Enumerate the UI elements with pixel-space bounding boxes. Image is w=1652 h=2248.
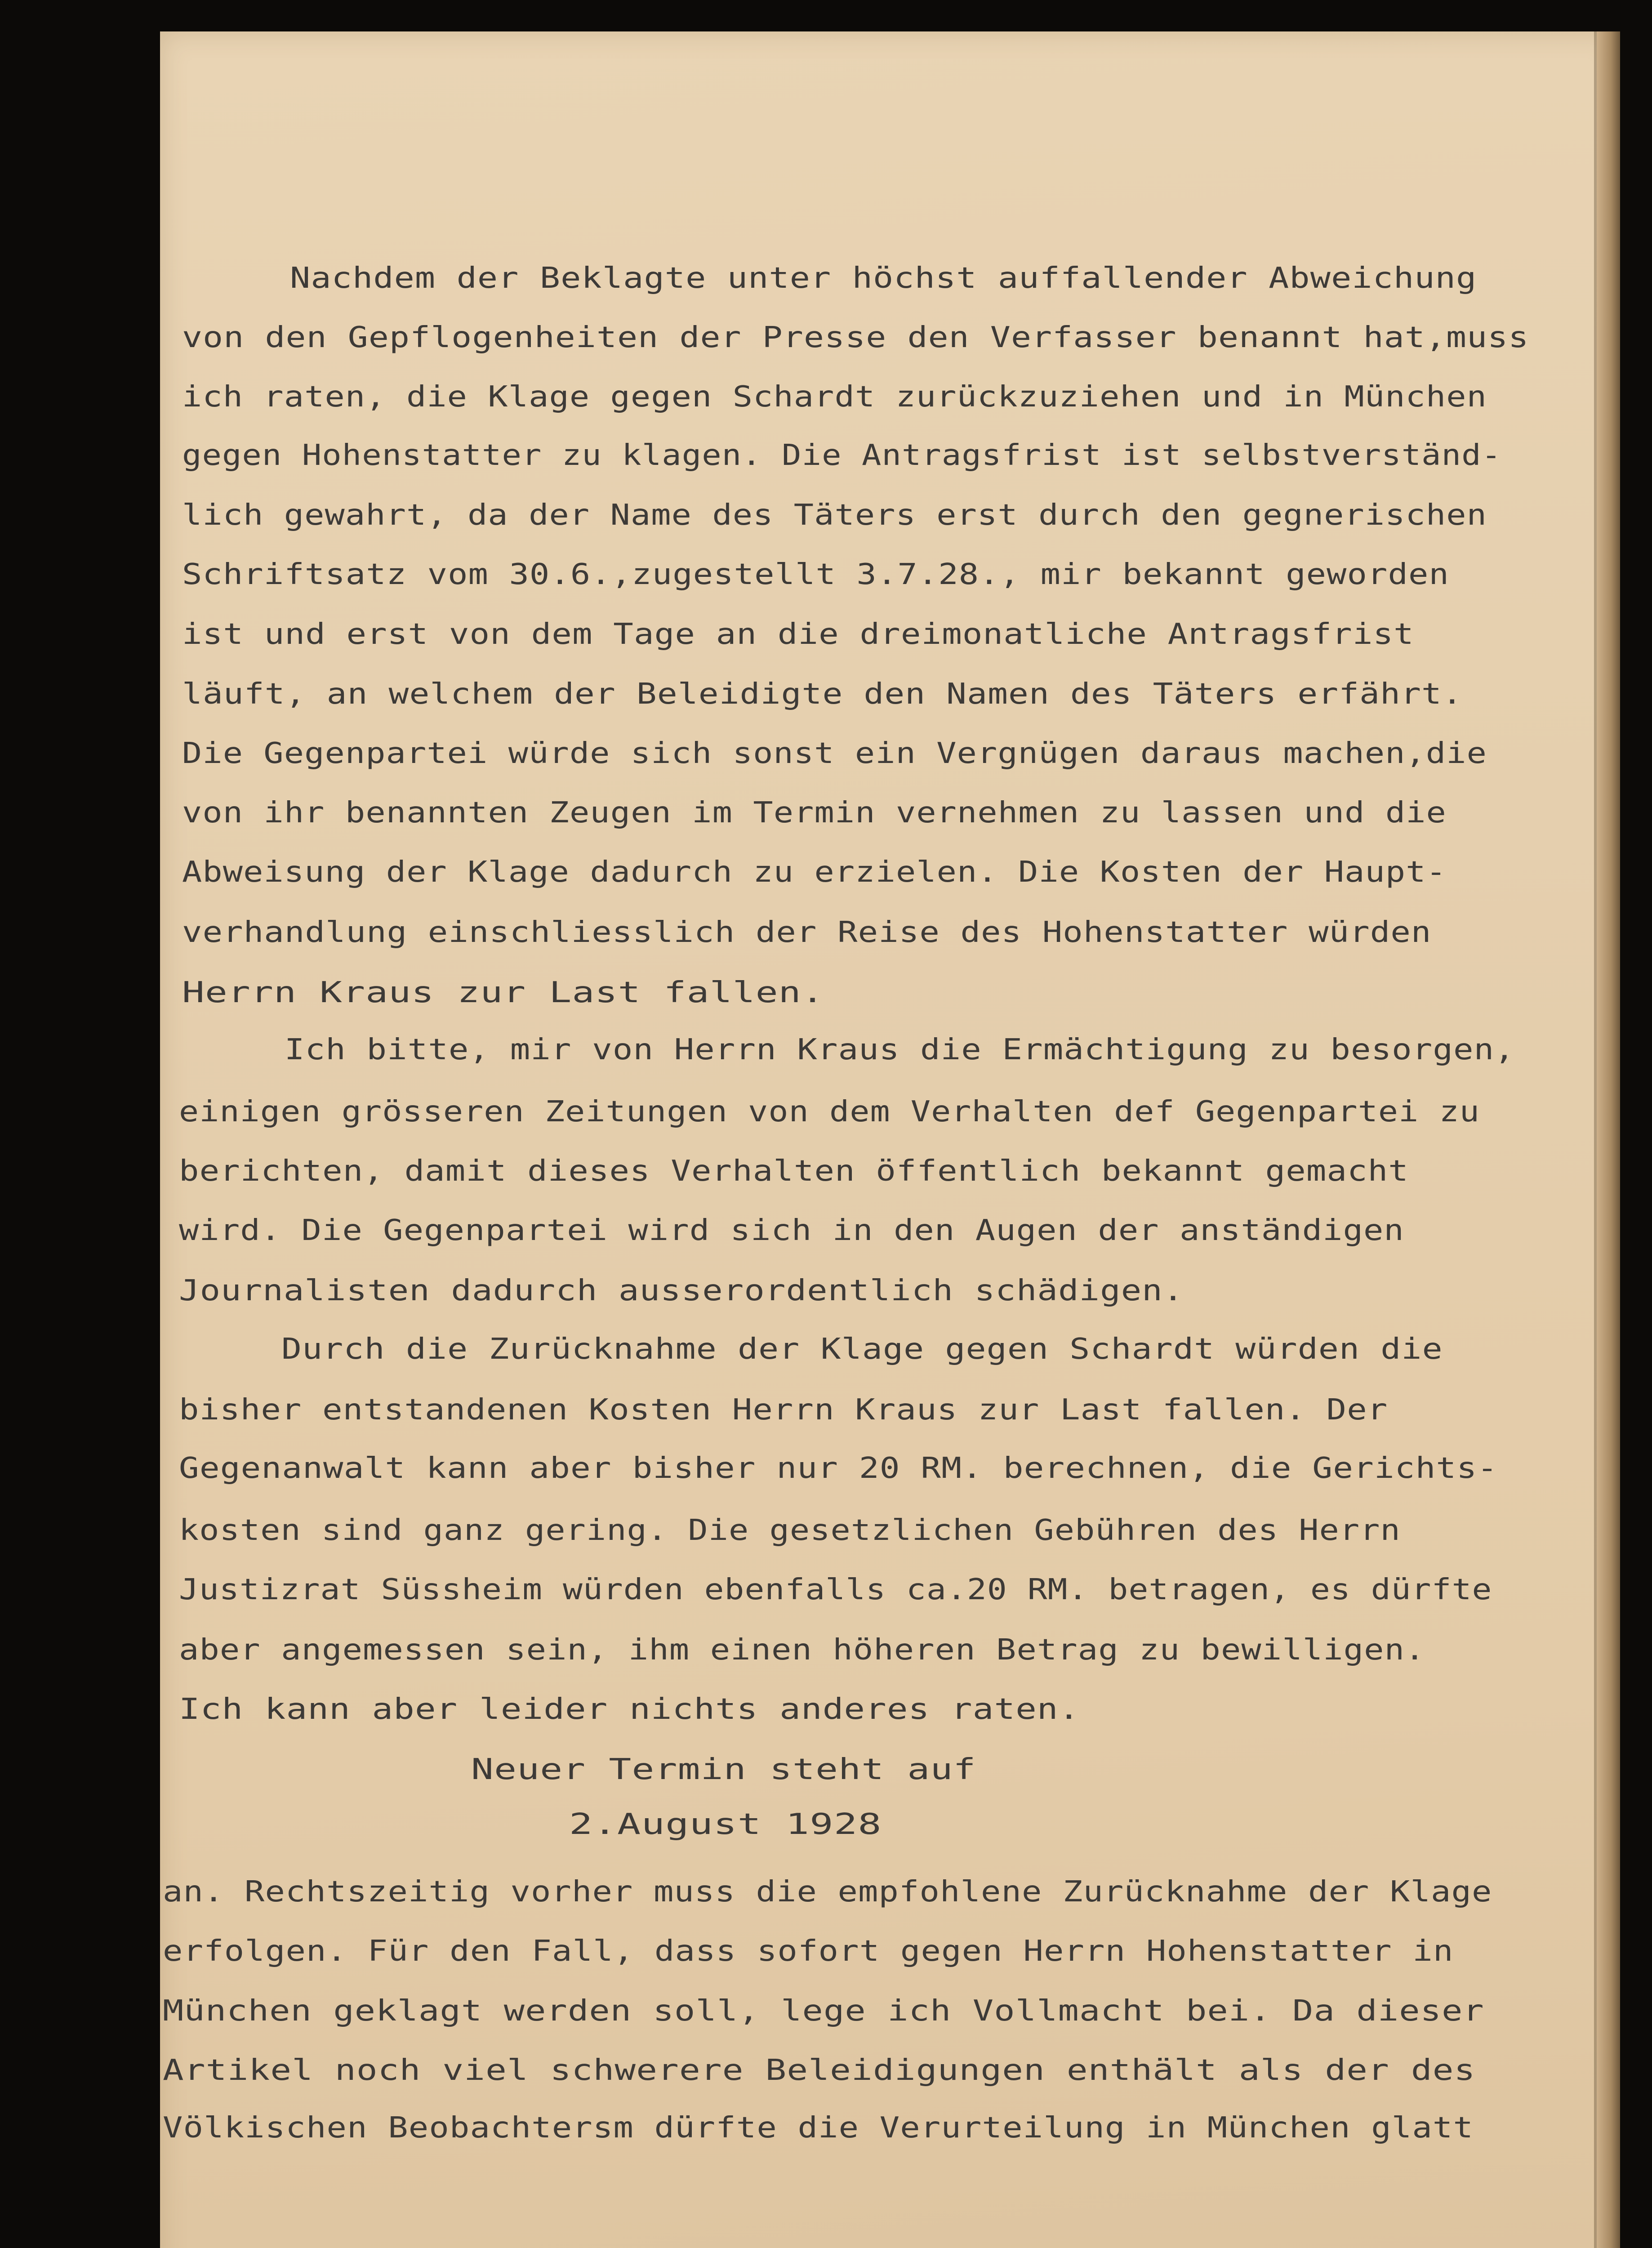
text-line: Journalisten dadurch ausserordentlich schädigen. xyxy=(179,1274,1184,1307)
text-line: Herrn Kraus zur Last fallen. xyxy=(182,976,824,1009)
text-line: Ich bitte, mir von Herrn Kraus die Ermächtigung zu besorgen, xyxy=(285,1033,1515,1066)
text-line: kosten sind ganz gering. Die gesetzlichen Gebühren des Herrn xyxy=(179,1514,1401,1547)
text-line: Gegenanwalt kann aber bisher nur 20 RM. berechnen, die Gerichts- xyxy=(179,1452,1498,1485)
text-line: Justizrat Süssheim würden ebenfalls ca.20 RM. betragen, es dürfte xyxy=(179,1573,1492,1606)
text-line: 2.August 1928 xyxy=(569,1808,882,1841)
text-line: aber angemessen sein, ihm einen höheren Betrag zu bewilligen. xyxy=(179,1633,1425,1667)
text-line: einigen grösseren Zeitungen von dem Verhalten def Gegenpartei zu xyxy=(179,1095,1480,1128)
text-line: an. Rechtszeitig vorher muss die empfohlene Zurücknahme der Klage xyxy=(163,1875,1492,1909)
text-line: Nachdem der Beklagte unter höchst auffallender Abweichung xyxy=(290,262,1477,295)
text-line: von den Gepflogenheiten der Presse den Verfasser benannt hat,muss xyxy=(182,321,1529,354)
text-line: München geklagt werden soll, lege ich Vollmacht bei. Da dieser xyxy=(163,1994,1484,2028)
text-line: Neuer Termin steht auf xyxy=(471,1753,976,1786)
text-line: erfolgen. Für den Fall, dass sofort gegen Herrn Hohenstatter in xyxy=(163,1935,1454,1968)
text-line: wird. Die Gegenpartei wird sich in den Augen der anständigen xyxy=(179,1214,1404,1247)
text-line: lich gewahrt, da der Name des Täters erst durch den gegnerischen xyxy=(182,499,1487,532)
text-line: Durch die Zurücknahme der Klage gegen Schardt würden die xyxy=(281,1333,1443,1366)
text-line: von ihr benannten Zeugen im Termin vernehmen zu lassen und die xyxy=(182,796,1447,830)
text-line: Artikel noch viel schwerere Beleidigungen enthält als der des xyxy=(163,2054,1476,2087)
page-edge xyxy=(1597,31,1620,2248)
text-line: bisher entstandenen Kosten Herrn Kraus zur Last fallen. Der xyxy=(179,1393,1388,1427)
page-fold xyxy=(1594,31,1597,2248)
text-line: ich raten, die Klage gegen Schardt zurückzuziehen und in München xyxy=(182,380,1487,414)
document-page xyxy=(160,31,1620,2248)
text-line: berichten, damit dieses Verhalten öffentlich bekannt gemacht xyxy=(179,1155,1409,1188)
text-line: läuft, an welchem der Beleidigte den Namen des Täters erfährt. xyxy=(182,678,1463,711)
text-line: Abweisung der Klage dadurch zu erzielen. Die Kosten der Haupt- xyxy=(182,856,1447,889)
text-line: Die Gegenpartei würde sich sonst ein Vergnügen daraus machen,die xyxy=(182,737,1487,770)
text-line: Völkischen Beobachtersm dürfte die Verurteilung in München glatt xyxy=(163,2111,1474,2145)
text-line: gegen Hohenstatter zu klagen. Die Antragsfrist ist selbstverständ- xyxy=(182,439,1502,472)
text-line: Ich kann aber leider nichts anderes raten. xyxy=(179,1693,1080,1726)
text-line: ist und erst von dem Tage an die dreimonatliche Antragsfrist xyxy=(182,618,1414,651)
text-line: verhandlung einschliesslich der Reise des Hohenstatter würden xyxy=(182,916,1432,949)
text-line: Schriftsatz vom 30.6.,zugestellt 3.7.28., mir bekannt geworden xyxy=(182,558,1449,591)
